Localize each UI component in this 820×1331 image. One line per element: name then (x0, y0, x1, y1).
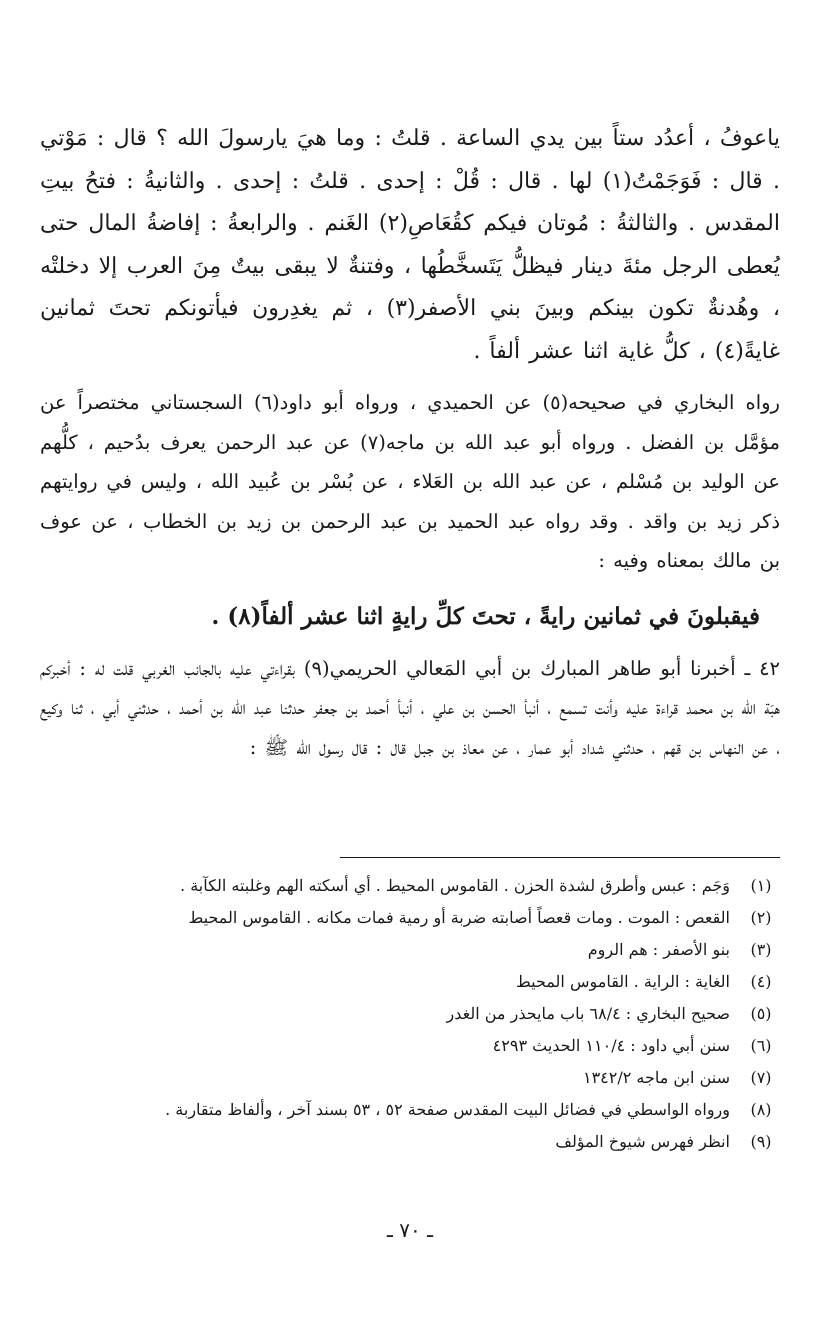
footnote-number: (٤) (750, 972, 772, 991)
footnote-number: (٥) (750, 1004, 772, 1023)
footnote-item (60, 1062, 780, 1094)
paragraph-narration: رواه البخاري في صحيحه(٥) عن الحميدي ، ورواه أبو داود(٦) السجستاني مختصراً عن مؤمَّل بن الفضل . ورواه أبو عبد الله بن ماجه(٧) عن عبد الرحمن يعرف بدُحيم ، كلُّهم عن الوليد بن مُسْلم ، عن عبد الله بن العَلاء ، عن بُسْر بن عُبيد الله ، وليس في روايتهم ذكر زيد بن واقد . وقد رواه عبد الحميد بن عبد الرحمن بن زيد بن الخطاب ، عن عوف بن مالك بمعناه وفيه : (40, 391, 780, 572)
footnote-number: (٩) (750, 1132, 772, 1151)
main-text (40, 118, 780, 767)
footnote-separator (340, 857, 780, 858)
footnote-text: بنو الأصفر : هم الروم (587, 940, 730, 959)
footnote-number: (٦) (750, 1036, 772, 1055)
footnote-number: (٢) (750, 908, 772, 927)
footnote-text: سنن ابن ماجه ١٣٤٢/٢ (582, 1068, 730, 1087)
footnote-item (60, 902, 780, 934)
footnotes-list (60, 870, 780, 1158)
footnote-item (60, 870, 780, 902)
footnote-text: صحيح البخاري : ٦٨/٤ باب مايحذر من الغدر (446, 1004, 730, 1023)
paragraph-hadith: ياعوفُ ، أعدُد ستاً بين يدي الساعة . قلتُ : وما هيَ يارسولَ الله ؟ قال : مَوْتي . قال : فَوَجَمْتُ(١) لها . قال : قُلْ : إحدى . قلتُ : إحدى . والثانيةُ : فتحُ بيتِ المقدس . والثالثةُ : مُوتان فيكم كقُعَاصِ(٢) الغَنم . والرابعةُ : إفاضةُ المال حتى يُعطى الرجل مئةَ دينار فيظلُّ يَتَسخَّطُها ، وفتنةٌ لا يبقى بيتٌ مِنَ العرب إلا دخلتْه ، وهُدنةٌ تكون بينكم وبينَ بني الأصفر(٣) ، ثم يغدِرون فيأتونكم تحتَ ثمانين غايةً(٤) ، كلُّ غاية اثنا عشر ألفاً . (40, 126, 780, 364)
footnote-text: وَجَم : عبس وأطرق لشدة الحزن . القاموس المحيط . أي أسكته الهم وغلبته الكآبة . (180, 876, 730, 895)
footnote-number: (١) (750, 876, 772, 895)
footnote-item (60, 1126, 780, 1158)
footnote-item (60, 934, 780, 966)
footnote-text: الغاية : الراية . القاموس المحيط (515, 972, 730, 991)
footnote-item (60, 1094, 780, 1126)
page-number: ـ ٧٠ ـ (387, 1218, 433, 1242)
footnote-item (60, 998, 780, 1030)
footnote-number: (٨) (750, 1100, 772, 1119)
footnote-text: القعص : الموت . ومات قعصاً أصابته ضربة أو رمية فمات مكانه . القاموس المحيط (188, 908, 730, 927)
footnote-text: ورواه الواسطي في فضائل البيت المقدس صفحة ٥٢ ، ٥٣ بسند آخر ، وألفاظ متقاربة . (165, 1100, 730, 1119)
footnote-item (60, 1030, 780, 1062)
footnote-number: (٣) (750, 940, 772, 959)
footnote-number: (٧) (750, 1068, 772, 1087)
paragraph-isnad: ٤٢ ـ أخبرنا أبو طاهر المبارك بن أبي المَعالي الحريمي(٩) بقراءتي عليه بالجانب الغربي قلت له : أخبركم هبَة الله بن محمد قراءة عليه وأنت تسمع ، أنبأ الحسن بن علي ، أنبأ أحمد بن جعفر حدثنا عبد الله بن أحمد ، حدثني أبي ، ثنا وكيع ، عن النهاس بن قهم ، حدثني شداد أبو عمار ، عن معاذ بن جبل قال : قال رسول الله ﷺ : (40, 656, 781, 759)
footnote-text: سنن أبي داود : ١١٠/٤ الحديث ٤٢٩٣ (492, 1036, 730, 1055)
footnote-item (60, 966, 780, 998)
footnote-text: انظر فهرس شيوخ المؤلف (555, 1132, 730, 1151)
quoted-line: فيقبلونَ في ثمانين رايةً ، تحتَ كلِّ رايةٍ اثنا عشر ألفاً(٨) . (211, 602, 760, 630)
